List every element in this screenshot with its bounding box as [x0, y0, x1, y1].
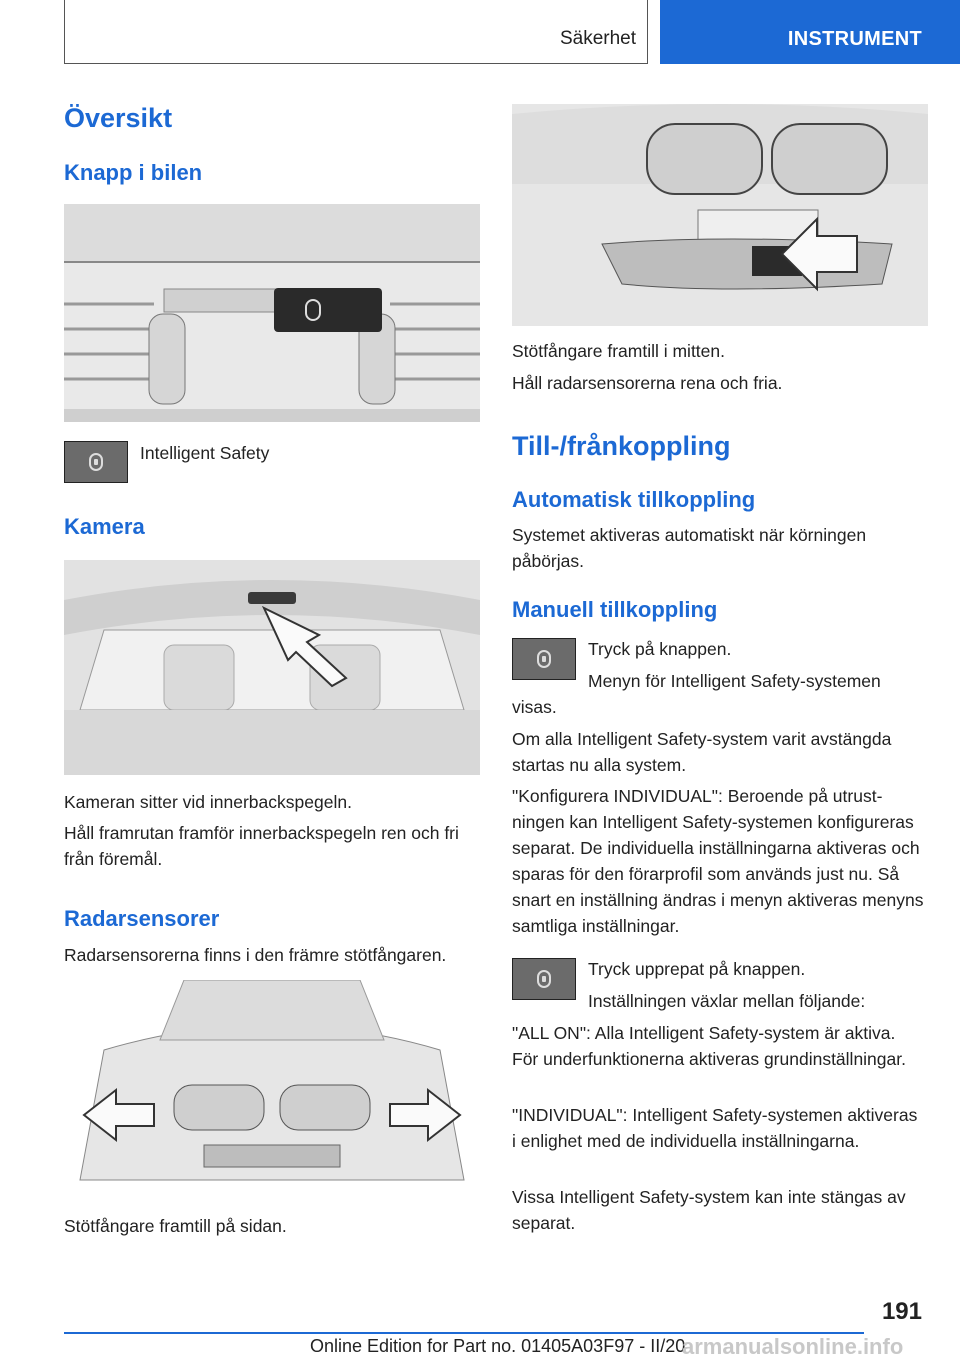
radar-clean-text: Håll radarsensorerna rena och fria. — [512, 373, 783, 393]
radar-heading: Radarsensorer — [64, 906, 220, 931]
press-text: Tryck på knappen. — [588, 639, 732, 659]
switch-text: Inställningen växlar mellan följande: — [588, 991, 866, 1011]
config-text: "Konfigurera INDIVIDUAL": Beroende på utrustningen kan Intelligent Safety-systemen konfigureras separat. De individuella inställningarna aktiveras och sparas för den förarprofil som används just nu. Så snart en inställning ändras i menyn aktiveras menyns samtliga inställningar. — [512, 786, 924, 936]
radar-text-1: Radarsensorerna finns i den främre stötfångaren. — [64, 945, 447, 965]
kamera-heading: Kamera — [64, 514, 145, 539]
auto-heading: Automatisk tillkoppling — [512, 487, 756, 512]
side-bumper-photo — [64, 980, 480, 1198]
all-on-text: "ALL ON": Alla Intelligent Safety-system är aktiva. För underfunktionerna aktiveras grundinställningar. — [512, 1023, 906, 1069]
intelligent-safety-button-icon — [64, 441, 128, 483]
manual-heading: Manuell tillkoppling — [512, 597, 718, 622]
side-bumper-caption: Stötfångare framtill på sidan. — [64, 1216, 287, 1236]
header-chapter-tab — [660, 0, 960, 64]
kamera-text-2: Håll framrutan framför innerbackspegeln ren och fri från föremål. — [64, 823, 459, 869]
page-number: 191 — [881, 1298, 922, 1325]
button-location-photo — [64, 204, 480, 422]
button-caption: Intelligent Safety — [140, 443, 270, 463]
center-bumper-caption: Stötfångare framtill i mitten. — [512, 341, 725, 361]
kamera-text-1: Kameran sitter vid innerbackspegeln. — [64, 792, 352, 812]
individual-text: "INDIVIDUAL": Intelligent Safety-systemen aktiveras i enlighet med de individuella inställningarna. — [512, 1105, 918, 1151]
header-section-title: Säkerhet — [559, 28, 636, 49]
toggle-heading: Till-/frånkoppling — [512, 431, 731, 461]
menu-text: Menyn för Intelligent Safety-systemen visas. — [512, 671, 881, 717]
watermark: armanualsonline.info — [682, 1334, 904, 1359]
all-off-text: Om alla Intelligent Safety-system varit avstängda startas nu alla system. — [512, 729, 892, 775]
header-chapter-title: INSTRUMENT — [787, 28, 922, 50]
some-systems-text: Vissa Intelligent Safety-system kan inte stängas av separat. — [512, 1187, 906, 1233]
auto-text: Systemet aktiveras automatiskt när körningen påbörjas. — [512, 525, 867, 571]
knapp-heading: Knapp i bilen — [64, 160, 203, 185]
footer-edition: Online Edition for Part no. 01405A03F97 - II/20 — [310, 1336, 686, 1356]
intelligent-safety-button-icon-3 — [512, 958, 576, 1000]
page-title: Översikt — [64, 103, 173, 133]
center-bumper-photo — [512, 104, 928, 326]
repeat-press-text: Tryck upprepat på knappen. — [588, 959, 806, 979]
camera-photo — [64, 560, 480, 775]
